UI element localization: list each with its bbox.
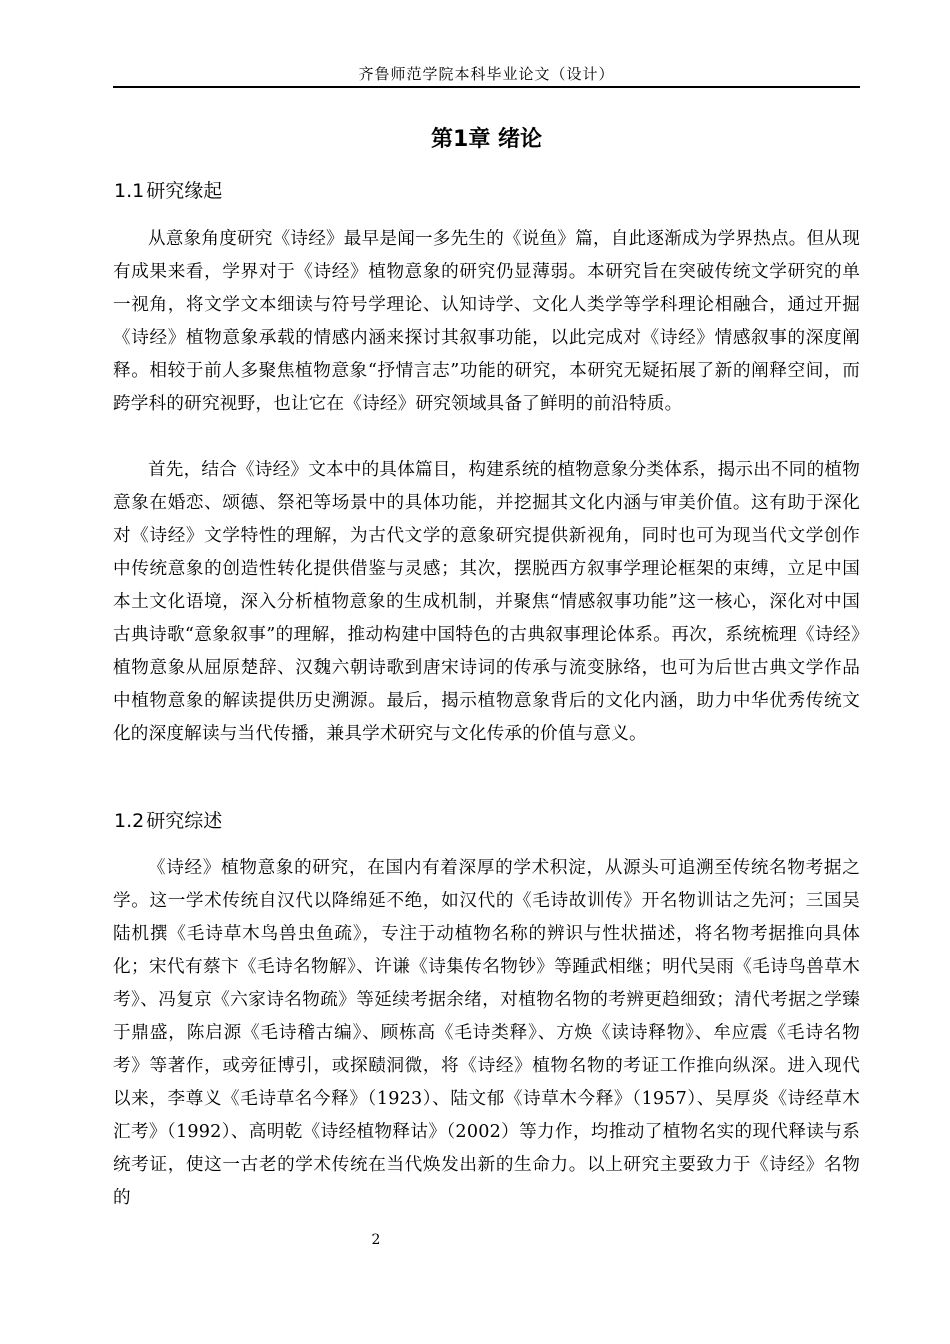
header-rule xyxy=(113,86,860,88)
section-heading-1-2 xyxy=(114,806,222,836)
paragraph-research-origin-2: 首先，结合《诗经》文本中的具体篇目，构建系统的植物意象分类体系，揭示出不同的植物意象在婚恋、颂德、祭祀等场景中的具体功能，并挖掘其文化内涵与审美价值。这有助于深化对《诗经》文学特性的理解，为古代文学的意象研究提供新视角，同时也可为现当代文学创作中传统意象的创造性转化提供借鉴与灵感；其次，摆脱西方叙事学理论框架的束缚，立足中国本土文化语境，深入分析植物意象的生成机制，并聚焦“情感叙事功能”这一核心，深化对中国古典诗歌“意象叙事”的理解，推动构建中国特色的古典叙事理论体系。再次，系统梳理《诗经》植物意象从屈原楚辞、汉魏六朝诗歌到唐宋诗词的传承与流变脉络，也可为后世古典文学作品中植物意象的解读提供历史溯源。最后，揭示植物意象背后的文化内涵，助力中华优秀传统文化的深度解读与当代传播，兼具学术研究与文化传承的价值与意义。 xyxy=(113,460,860,744)
chapter-title: 第1章 绪论 xyxy=(431,127,542,152)
section-number: 1.2 xyxy=(114,810,145,832)
page-number: 2 xyxy=(371,1232,381,1248)
paragraph-research-review-1: 《诗经》植物意象的研究，在国内有着深厚的学术积淀，从源头可追溯至传统名物考据之学。这一学术传统自汉代以降绵延不绝，如汉代的《毛诗故训传》开名物训诂之先河；三国吴陆机撰《毛诗草木鸟兽虫鱼疏》，专注于动植物名称的辨识与性状描述，将名物考据推向具体化；宋代有蔡卞《毛诗名物解》、许谦《诗集传名物钞》等踵武相继；明代吴雨《毛诗鸟兽草木考》、冯复京《六家诗名物疏》等延续考据余绪，对植物名物的考辨更趋细致；清代考据之学臻于鼎盛，陈启源《毛诗稽古编》、顾栋高《毛诗类释》、方焕《读诗释物》、牟应震《毛诗名物考》等著作，或旁征博引，或探赜洞微，将《诗经》植物名物的考证工作推向纵深。进入现代以来，李尊义《毛诗草名今释》（1923）、陆文郁《诗草木今释》（1957）、吴厚炎《诗经草木汇考》（1992）、高明乾《诗经植物释诂》（2002）等力作，均推动了植物名实的现代释读与系统考证，使这一古老的学术传统在当代焕发出新的生命力。以上研究主要致力于《诗经》名物的 xyxy=(113,858,860,1208)
section-heading-1-1 xyxy=(114,176,222,206)
section-title: 研究综述 xyxy=(146,810,223,832)
running-header: 齐鲁师范学院本科毕业论文（设计） xyxy=(358,65,615,83)
section-title: 研究缘起 xyxy=(146,180,223,202)
paragraph-research-origin-1: 从意象角度研究《诗经》最早是闻一多先生的《说鱼》篇，自此逐渐成为学界热点。但从现有成果来看，学界对于《诗经》植物意象的研究仍显薄弱。本研究旨在突破传统文学研究的单一视角，将文学文本细读与符号学理论、认知诗学、文化人类学等学科理论相融合，通过开掘《诗经》植物意象承载的情感内涵来探讨其叙事功能，以此完成对《诗经》情感叙事的深度阐释。相较于前人多聚焦植物意象“抒情言志”功能的研究，本研究无疑拓展了新的阐释空间，而跨学科的研究视野，也让它在《诗经》研究领域具备了鲜明的前沿特质。 xyxy=(113,229,860,414)
section-number: 1.1 xyxy=(114,180,145,202)
